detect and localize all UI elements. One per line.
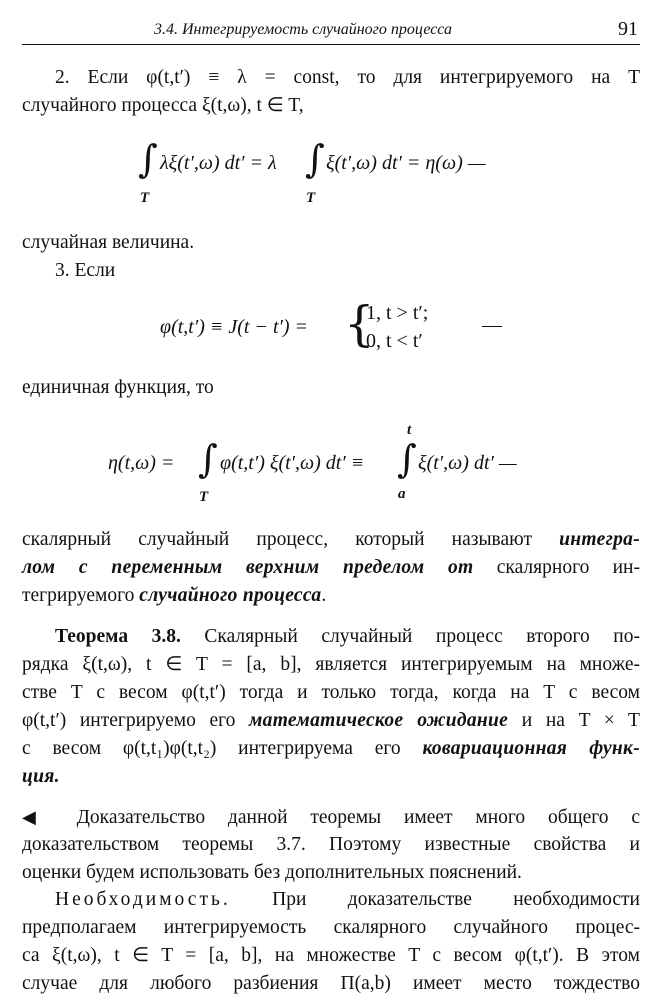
formula-item2-left: λξ(t′,ω) dt′ = λ [160,152,277,174]
proof-line1 [22,805,640,830]
text: Скалярный случайный процесс второго по- [180,626,640,647]
term: ция. [22,766,60,787]
para1-line2 [22,556,640,580]
proof-start-marker: ◀ [22,807,54,827]
proof-line2: доказательством теоремы 3.7. Поэтому известные свойства и [22,834,640,855]
section-title: 3.4. Интегрируемость случайного процесса [154,21,452,38]
text: Доказательство данной теоремы имеет много общего с [53,807,641,828]
integral-lower-limit: a [398,486,406,502]
theorem-line3: стве T с весом φ(t,t′) тогда и только тогда, когда на T с весом [22,682,640,703]
item2-line2: случайного процесса ξ(t,ω), t ∈ T, [22,95,304,116]
text: φ(t,t′) интегрируемо его [22,710,250,731]
term: математическое ожидание [249,710,509,731]
integral-sign: ∫ [198,437,218,481]
formula-item3-lhs: φ(t,t′) ≡ J(t − t′) = [160,316,309,338]
theorem-line1 [55,625,640,649]
text: тегрируемого [22,585,140,606]
item2-line1: 2. Если φ(t,t′) ≡ λ = const, то для интегрируемого на T [55,67,640,88]
necessity-line1 [55,888,640,912]
item3-after: единичная функция, то [22,377,214,398]
formula-eta-lhs: η(t,ω) = [108,452,175,474]
term: лом с переменным верхним пределом от [22,557,474,578]
theorem-line2: рядка ξ(t,ω), t ∈ T = [a, b], является интегрируемым на множе- [22,654,640,675]
necessity-label: Необходимость. [55,889,231,910]
running-header [22,18,640,45]
integral-sign: ∫ [305,137,325,181]
left-brace: { [344,296,375,352]
theorem-label: Теорема 3.8. [55,626,181,647]
integral-sign: ∫ [138,137,158,181]
text: с весом φ(t,t₁)φ(t,t₂) интегрируема его [22,738,423,759]
text: При доказательстве необходимости [230,889,640,910]
necessity-line2: предполагаем интегрируемость скалярного случайного процес- [22,917,640,938]
proof-line3: оценки будем использовать без дополнительных пояснений. [22,862,522,883]
integral-domain: T [140,190,150,206]
para1-line1 [22,528,640,552]
integral-upper-limit: t [407,422,412,438]
page-number: 91 [618,18,638,40]
text: скалярного ин- [473,557,640,578]
case-2: 0, t < t′ [366,330,423,352]
theorem-line6 [22,765,640,789]
item3-head: 3. Если [55,260,116,281]
text: . [321,585,327,606]
formula-eta-mid: φ(t,t′) ξ(t′,ω) dt′ ≡ [220,452,365,474]
integral-domain: T [306,190,316,206]
formula-item2-right: ξ(t′,ω) dt′ = η(ω) — [326,152,486,174]
necessity-line3: са ξ(t,ω), t ∈ T = [a, b], на множестве T с весом φ(t,t′). В этом [22,945,640,966]
text: и на T × T [508,710,640,731]
item2-after: случайная величина. [22,232,195,253]
integral-sign: ∫ [397,437,417,481]
formula-eta-rhs: ξ(t′,ω) dt′ — [418,452,517,474]
term: ковариационная функ- [422,738,641,759]
theorem-line4 [22,709,640,733]
theorem-line5 [22,737,640,761]
integral-domain: T [199,489,209,505]
dash: — [482,314,502,336]
text: скалярный случайный процесс, который называют [22,529,560,550]
case-1: 1, t > t′; [366,302,429,324]
necessity-line4: случае для любого разбиения Π(a,b) имеет место тождество [22,973,640,994]
para1-line3 [22,584,640,608]
term: случайного процесса [139,585,322,606]
term: интегра- [559,529,640,550]
